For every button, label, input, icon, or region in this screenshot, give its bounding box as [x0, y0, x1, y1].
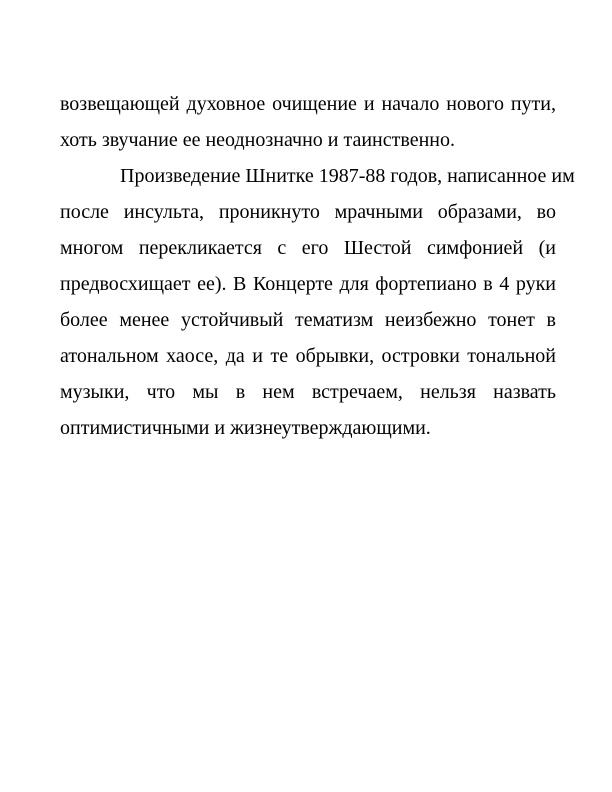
paragraph-line: возвещающей духовное очищение и начало нового пути,: [60, 93, 556, 115]
paragraph-2: [60, 164, 575, 452]
paragraph-line: Произведение Шнитке 1987-88 годов, написанное им: [120, 165, 575, 187]
paragraph-line: музыки, что мы в нем встречаем, нельзя назвать: [60, 381, 556, 403]
paragraph-line: атональном хаосе, да и те обрывки, островки тональной: [60, 345, 556, 367]
paragraph-line: оптимистичными и жизнеутверждающими.: [60, 417, 431, 439]
paragraph-line: после инсульта, проникнуто мрачными образами, во: [60, 201, 556, 223]
paragraph-line: хоть звучание ее неоднозначно и таинственно.: [60, 129, 455, 151]
paragraph-line: многом перекликается с его Шестой симфонией (и: [60, 237, 556, 259]
paragraph-line: предвосхищает ее). В Концерте для фортепиано в 4 руки: [60, 273, 556, 295]
paragraph-line: более менее устойчивый тематизм неизбежно тонет в: [60, 309, 556, 331]
paragraph-1: [60, 92, 556, 164]
